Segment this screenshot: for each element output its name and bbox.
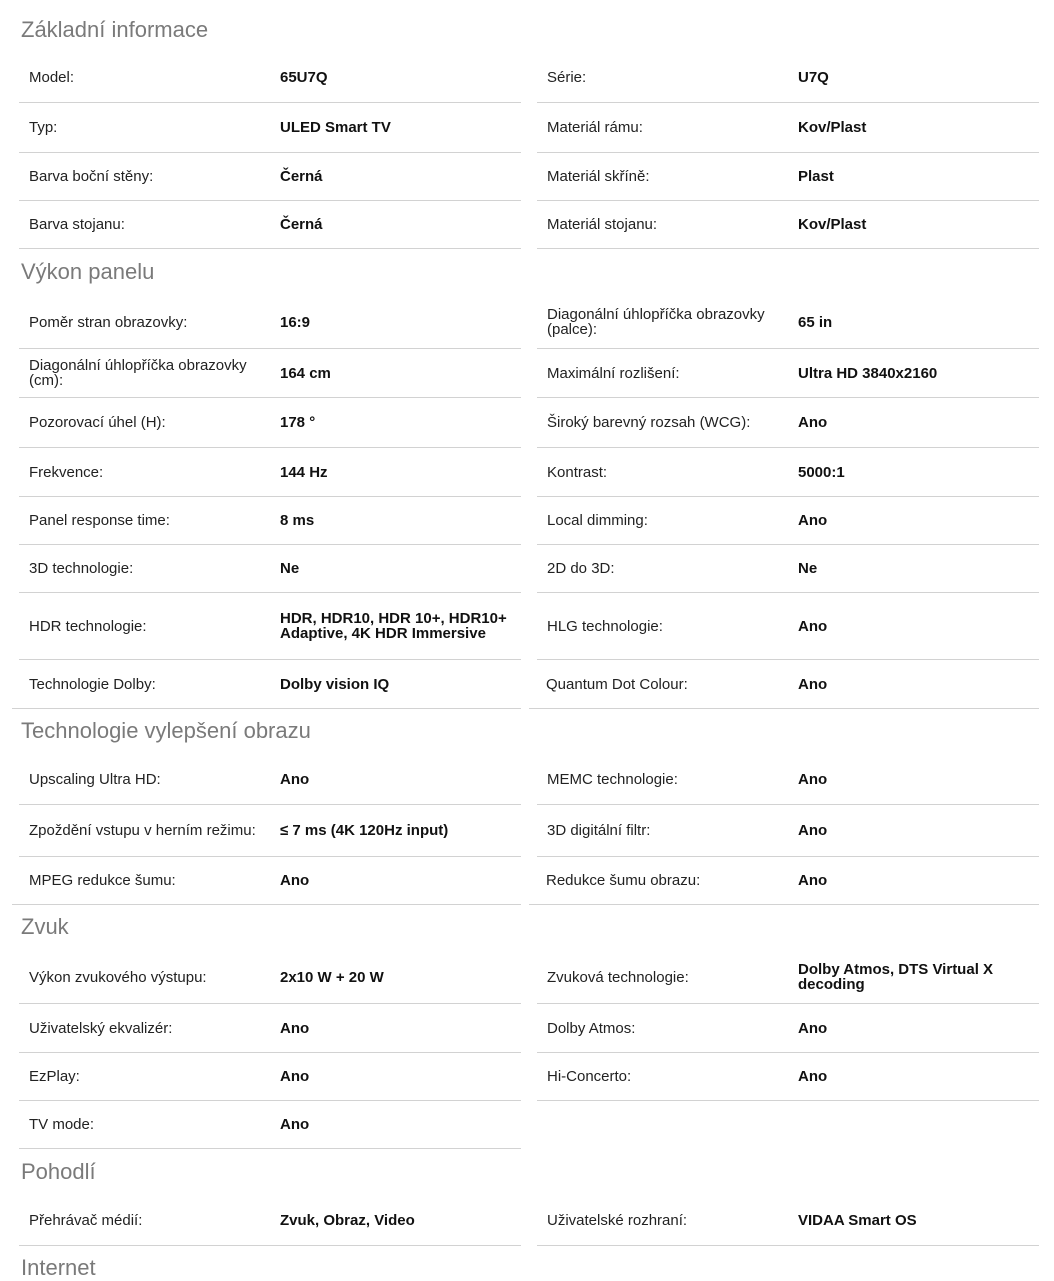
spec-value: 2x10 W + 20 W (280, 968, 384, 986)
spec-label: Barva stojanu: (29, 216, 125, 233)
spec-value: Ano (798, 512, 828, 529)
spec-label: Série: (547, 69, 587, 86)
spec-label: Zvuková technologie: (547, 968, 689, 986)
spec-label: Široký barevný rozsah (WCG): (547, 414, 751, 431)
spec-value: ULED Smart TV (280, 119, 391, 136)
spec-row (19, 53, 521, 103)
spec-label: Quantum Dot Colour: (546, 675, 688, 693)
section-title-image: Technologie vylepšení obrazu (21, 718, 311, 743)
spec-label: Materiál skříně: (547, 168, 650, 185)
spec-label: Redukce šumu obrazu: (546, 872, 701, 889)
spec-label: Materiál stojanu: (547, 216, 658, 233)
spec-row (537, 349, 1039, 398)
spec-label: Maximální rozlišení: (547, 364, 680, 382)
spec-value: VIDAA Smart OS (798, 1212, 917, 1229)
spec-label: Materiál rámu: (547, 119, 643, 136)
spec-row (19, 593, 521, 660)
spec-row (537, 497, 1039, 545)
spec-label: Uživatelský ekvalizér: (29, 1019, 173, 1037)
spec-value: Ano (798, 414, 828, 431)
spec-row (529, 660, 1039, 709)
spec-row (19, 296, 521, 349)
spec-value: Ano (798, 872, 828, 889)
spec-label: Technologie Dolby: (29, 675, 156, 693)
spec-row (19, 1101, 521, 1149)
spec-row (12, 857, 521, 905)
spec-label: HDR technologie: (29, 617, 147, 635)
spec-label: Pozorovací úhel (H): (29, 414, 166, 431)
spec-row (19, 349, 521, 398)
spec-label: Diagonální úhlopříčka obrazovky (palce): (547, 306, 765, 338)
spec-value: Dolby Atmos, DTS Virtual X decoding (798, 961, 994, 993)
spec-value: Kov/Plast (798, 119, 867, 136)
spec-value: Dolby vision IQ (280, 675, 390, 693)
spec-row (537, 53, 1039, 103)
spec-value: Ultra HD 3840x2160 (798, 364, 938, 382)
spec-row (12, 660, 521, 709)
spec-value: Ano (798, 1019, 828, 1037)
spec-label: Zpoždění vstupu v herním režimu: (29, 822, 256, 839)
spec-value: 65 in (798, 313, 833, 331)
spec-value: 178 ° (280, 414, 316, 431)
spec-label: 3D digitální filtr: (547, 822, 651, 839)
spec-value: 164 cm (280, 364, 331, 382)
spec-row (19, 1196, 521, 1246)
spec-label: EzPlay: (29, 1068, 80, 1085)
spec-value: Ano (798, 771, 828, 788)
spec-value: 65U7Q (280, 69, 328, 86)
spec-label: MEMC technologie: (547, 771, 678, 788)
spec-label: Poměr stran obrazovky: (29, 313, 188, 331)
spec-row (19, 951, 521, 1004)
spec-row (19, 201, 521, 249)
spec-row (19, 103, 521, 153)
spec-label: Frekvence: (29, 463, 104, 481)
spec-value: Ano (798, 617, 828, 635)
spec-label: Panel response time: (29, 512, 170, 529)
spec-row (537, 398, 1039, 448)
spec-row (19, 497, 521, 545)
spec-row (537, 593, 1039, 660)
spec-value: Zvuk, Obraz, Video (280, 1212, 415, 1229)
spec-row (19, 153, 521, 201)
section-title-sound: Zvuk (21, 914, 69, 939)
spec-label: HLG technologie: (547, 617, 663, 635)
spec-value: 144 Hz (280, 463, 328, 481)
spec-label: 3D technologie: (29, 560, 134, 577)
spec-row (19, 448, 521, 497)
spec-value: HDR, HDR10, HDR 10+, HDR10+ Adaptive, 4K HDR Immersive (280, 610, 507, 642)
spec-value: 16:9 (280, 313, 311, 331)
spec-label: Dolby Atmos: (547, 1019, 636, 1037)
spec-value: Ne (280, 560, 300, 577)
spec-label: Přehrávač médií: (29, 1212, 143, 1229)
section-title-basic: Základní informace (21, 17, 209, 42)
spec-value: Ano (280, 1068, 310, 1085)
spec-value: 8 ms (280, 512, 315, 529)
spec-row (537, 448, 1039, 497)
spec-label: TV mode: (29, 1116, 95, 1133)
spec-label: Barva boční stěny: (29, 168, 154, 185)
spec-value: Kov/Plast (798, 216, 867, 233)
spec-row (537, 755, 1039, 805)
section-title-panel: Výkon panelu (21, 259, 155, 284)
spec-row (537, 201, 1039, 249)
spec-label: Hi-Concerto: (547, 1068, 632, 1085)
spec-value: Ano (280, 872, 310, 889)
spec-row (529, 857, 1039, 905)
spec-value: Ano (280, 1116, 310, 1133)
spec-row (19, 398, 521, 448)
spec-value: Ne (798, 560, 818, 577)
spec-value: Ano (280, 771, 310, 788)
spec-label: Uživatelské rozhraní: (547, 1212, 688, 1229)
section-title-internet: Internet (21, 1255, 96, 1280)
spec-row (537, 103, 1039, 153)
spec-value: U7Q (798, 69, 829, 86)
spec-label: MPEG redukce šumu: (29, 872, 176, 889)
spec-row (537, 805, 1039, 857)
section-title-comfort: Pohodlí (21, 1159, 96, 1184)
spec-value: Ano (798, 675, 828, 693)
spec-value: Plast (798, 168, 834, 185)
spec-value: Černá (280, 216, 323, 233)
spec-row (19, 1004, 521, 1053)
spec-label: Model: (29, 69, 75, 86)
spec-label: Výkon zvukového výstupu: (29, 968, 207, 986)
spec-label: Local dimming: (547, 512, 648, 529)
spec-row (537, 1196, 1039, 1246)
spec-row (537, 153, 1039, 201)
spec-row (19, 755, 521, 805)
spec-label: Diagonální úhlopříčka obrazovky (cm): (29, 357, 247, 389)
spec-label: Kontrast: (547, 463, 608, 481)
spec-row (537, 296, 1039, 349)
spec-value: ≤ 7 ms (4K 120Hz input) (280, 822, 449, 839)
spec-row (537, 1053, 1039, 1101)
spec-row (19, 805, 521, 857)
spec-value: Černá (280, 168, 323, 185)
spec-row (19, 545, 521, 593)
spec-row (19, 1053, 521, 1101)
spec-row (537, 951, 1039, 1004)
spec-label: Typ: (29, 119, 58, 136)
spec-value: Ano (280, 1019, 310, 1037)
spec-row (537, 545, 1039, 593)
spec-label: 2D do 3D: (547, 560, 615, 577)
spec-row (537, 1004, 1039, 1053)
spec-value: Ano (798, 1068, 828, 1085)
spec-value: 5000:1 (798, 463, 845, 481)
spec-value: Ano (798, 822, 828, 839)
spec-label: Upscaling Ultra HD: (29, 771, 161, 788)
